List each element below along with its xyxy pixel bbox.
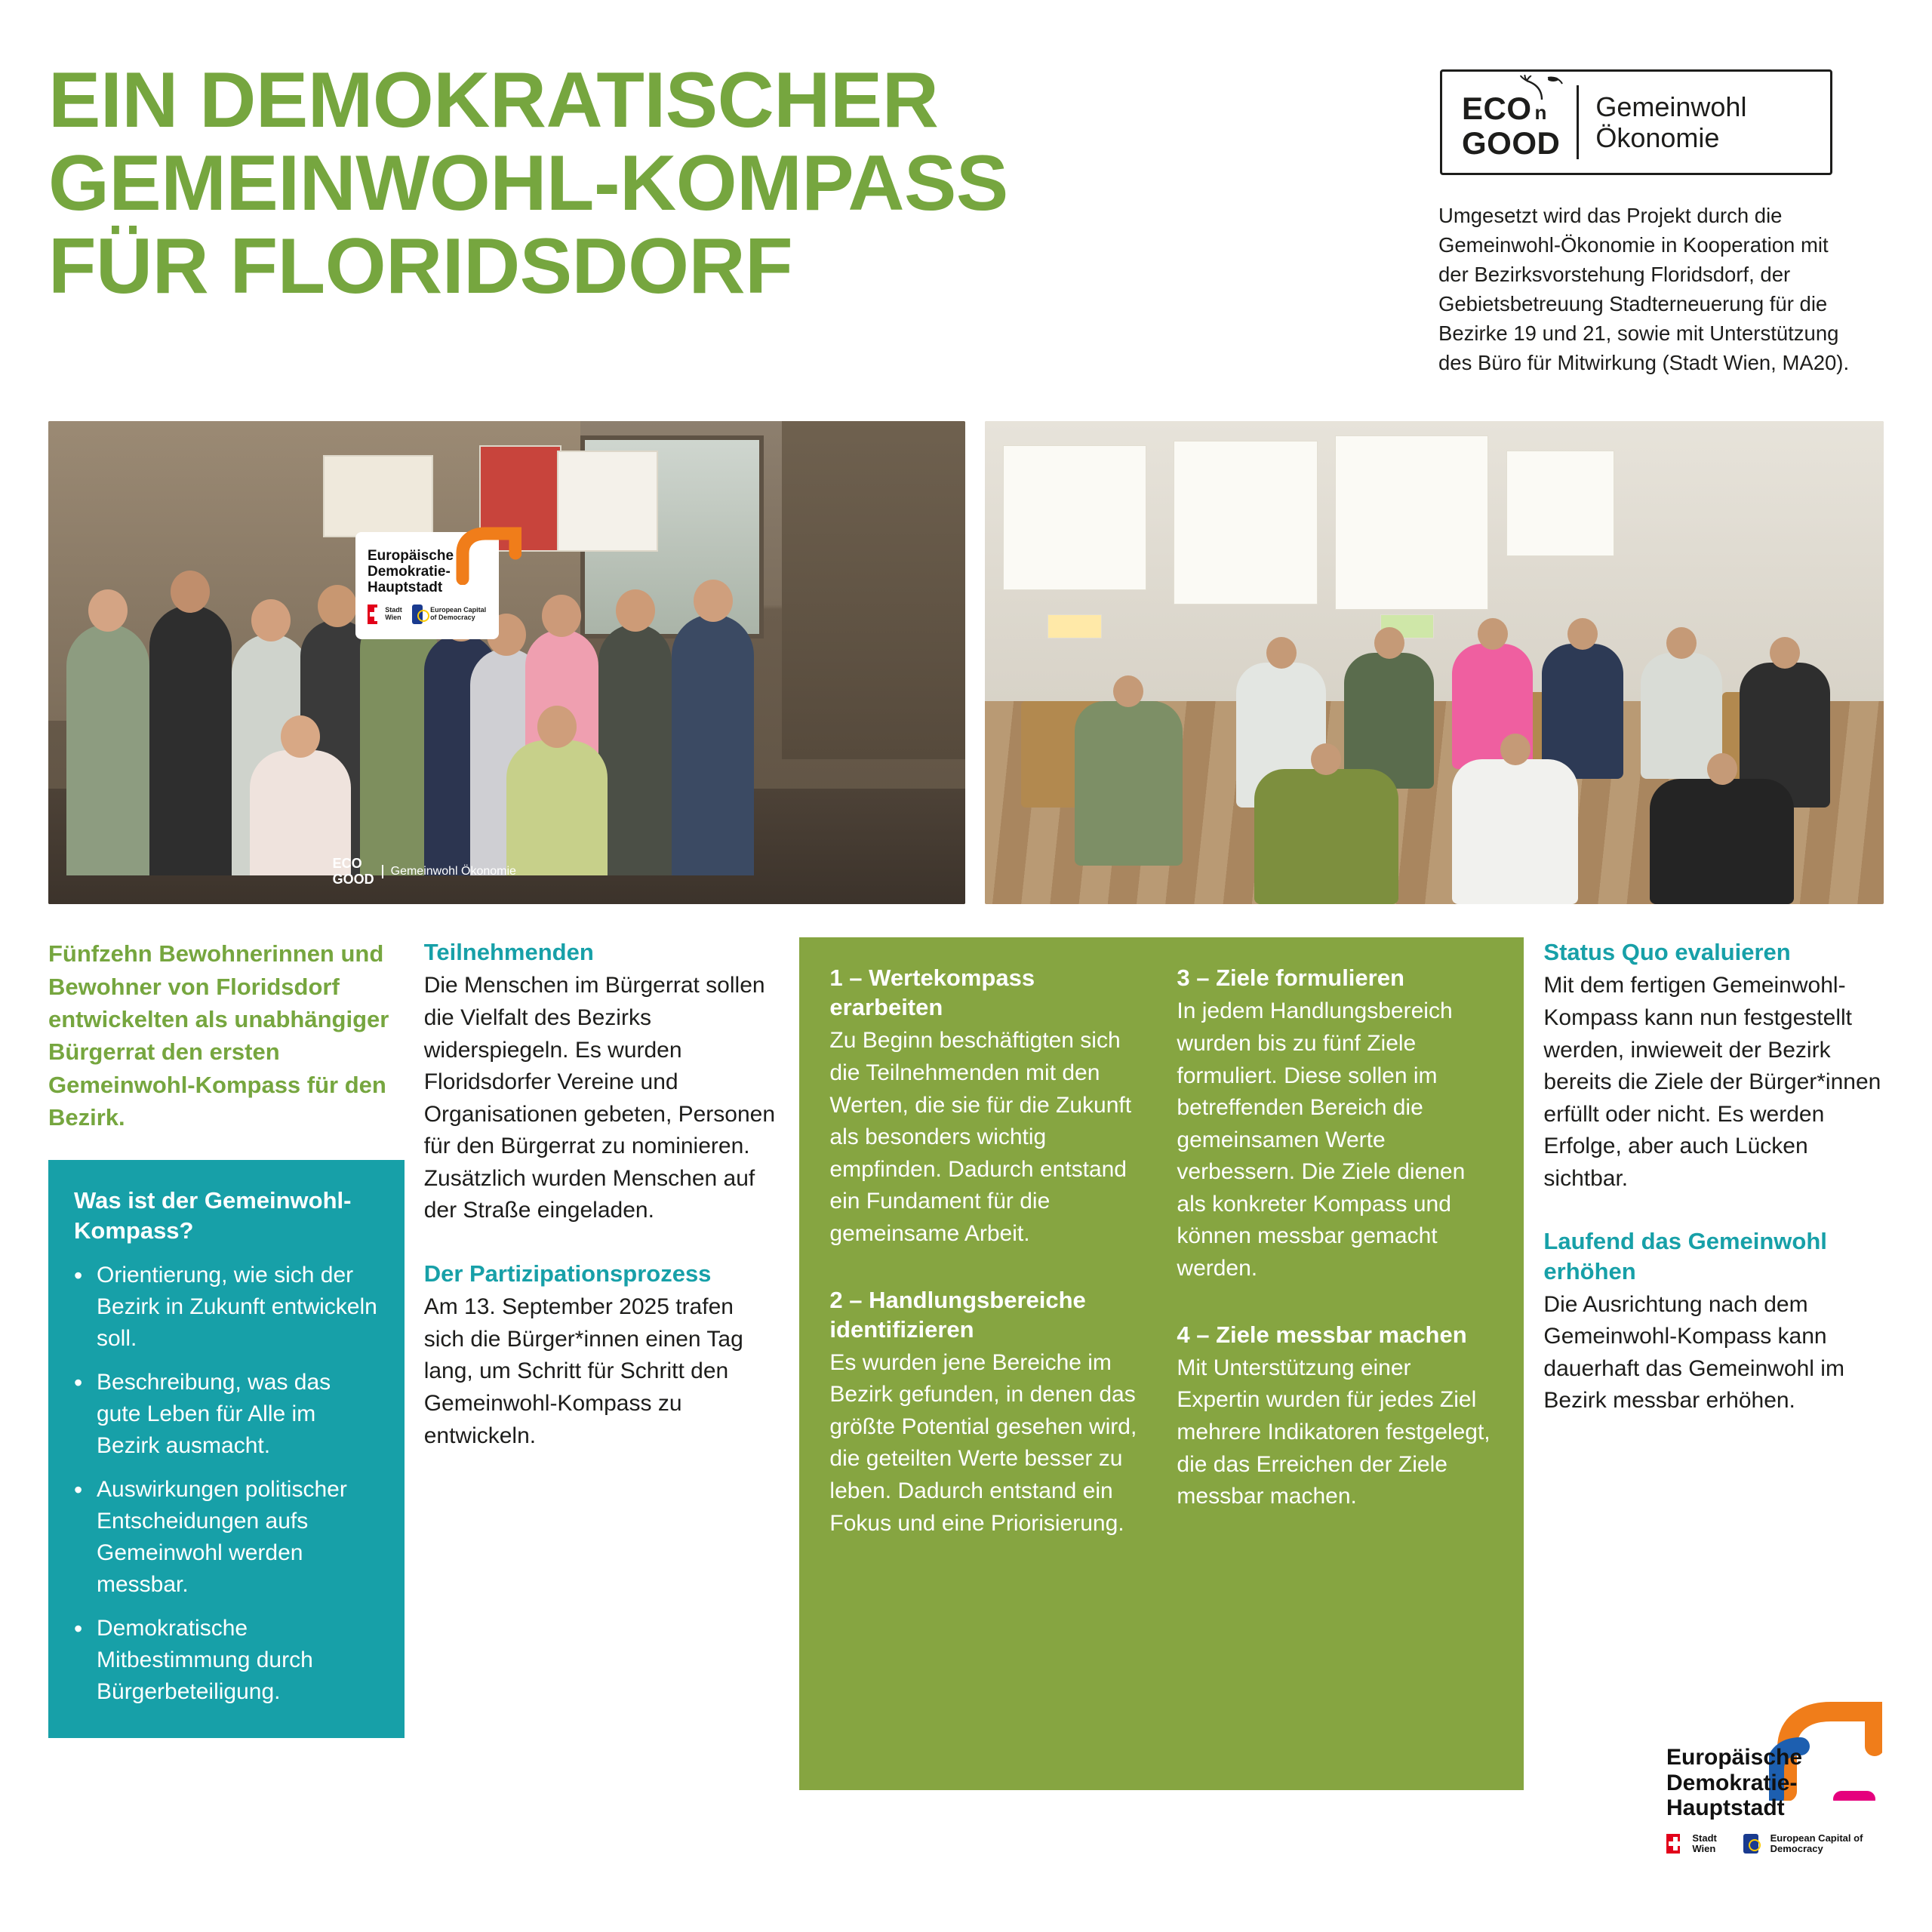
- step-1-title: 1 – Wertekompass erarbeiten: [829, 964, 1035, 1021]
- edh-footer-title: Europäische Demokratie-Hauptstadt: [1666, 1745, 1803, 1821]
- step-4-title: 4 – Ziele messbar machen: [1177, 1321, 1467, 1348]
- edh-badge-partners: [368, 605, 487, 624]
- page-title-line-3: FÜR FLORIDSDORF: [48, 223, 793, 311]
- econgood-good-text: GOOD: [1462, 125, 1561, 161]
- steps-column-left: [829, 963, 1146, 1755]
- project-credits: Umgesetzt wird das Projekt durch die Gemeinwohl-Ökonomie in Kooperation mit der Bezirksvorstehung Floridsdorf, der Gebietsbetreuung Stadterneuerung für die Bezirke 19 und 21, sowie mit Unterstützung des Büro für Mitwirkung (Stadt Wien, MA20).: [1438, 204, 1850, 375]
- status-quo-text: Mit dem fertigen Gemeinwohl-Kompass kann nun festgestellt werden, inwieweit der Bezirk bereits die Ziele der Bürger*innen erfüllt oder nicht. Es werden Erfolge, aber auch Lücken sichtbar.: [1543, 973, 1881, 1191]
- watermark-wordmark: Gemeinwohl Ökonomie: [382, 865, 516, 878]
- step-3-title: 3 – Ziele formulieren: [1177, 964, 1404, 992]
- workshop-photo: [985, 421, 1884, 904]
- flipchart-sheet: [1003, 445, 1147, 590]
- list-item: • Auswirkungen politischer Entscheidungen aufs Gemeinwohl werden messbar.: [97, 1474, 379, 1601]
- edh-badge-title: Europäische Demokratie-Hauptstadt: [367, 547, 454, 596]
- econgood-logo-left: [1462, 85, 1560, 159]
- photo-person: [1452, 759, 1578, 904]
- list-item: • Demokratische Mitbestimmung durch Bürgerbeteiligung.: [97, 1613, 379, 1708]
- status-quo-title: Status Quo evaluieren: [1543, 939, 1791, 966]
- econgood-wordmark: [1595, 91, 1746, 154]
- list-item: • Beschreibung, was das gute Leben für Alle im Bezirk ausmacht.: [97, 1367, 379, 1462]
- moderation-card: [1048, 614, 1101, 638]
- step-2-text: Es wurden jene Bereiche im Bezirk gefunden, in denen das größte Potential gesehen wird, die geteilten Werte besser zu leben. Dadurch entstand ein Fokus und eine Priorisierung.: [829, 1349, 1137, 1536]
- flipchart-sheet: [1174, 441, 1318, 605]
- edh-swoosh-icon: [449, 512, 521, 585]
- photo-person: [1542, 644, 1623, 779]
- edh-photo-badge: [355, 532, 499, 639]
- photo-person: [1075, 701, 1183, 866]
- photo-row: [48, 421, 1884, 904]
- ongoing-text: Die Ausrichtung nach dem Gemeinwohl-Kompass kann dauerhaft das Gemeinwohl im Bezirk messbar erhöhen.: [1543, 1291, 1844, 1414]
- edh-badge-ecod-label: European Capital of Democracy: [430, 606, 487, 622]
- column-intro: [48, 937, 405, 1738]
- vienna-flag-icon: [368, 605, 377, 624]
- flipchart-sheet: [1506, 451, 1614, 557]
- kompass-definition-list: [74, 1260, 379, 1708]
- photo-person: [672, 614, 754, 875]
- photo-person: [1254, 769, 1398, 904]
- photo-watermark-logo: [333, 856, 516, 888]
- edh-footer-logo: [1653, 1686, 1884, 1867]
- logo-divider: [1577, 85, 1579, 159]
- photo-person: [506, 740, 608, 875]
- edh-footer-ecod-label: European Capital of Democracy: [1770, 1832, 1863, 1855]
- content-columns: [48, 937, 1884, 1790]
- flipchart-sheet: [1335, 435, 1487, 609]
- ongoing-block: [1543, 1226, 1884, 1417]
- lead-paragraph: Fünfzehn Bewohnerinnen und Bewohner von Floridsdorf entwickelten als unabhängiger Bürgerrat den ersten Gemeinwohl-Kompass für den Bezirk.: [48, 940, 389, 1131]
- edh-footer-partners: [1666, 1833, 1884, 1855]
- step-3: [1177, 963, 1494, 1284]
- page-title-line-2: GEMEINWOHL-KOMPASS: [48, 140, 1008, 228]
- process-text: Am 13. September 2025 trafen sich die Bürger*innen einen Tag lang, um Schritt für Schritt den Gemeinwohl-Kompass zu entwickeln.: [423, 1294, 743, 1448]
- process-block: [424, 1259, 780, 1452]
- steps-column-right: [1177, 963, 1494, 1755]
- ecod-icon: [412, 605, 423, 624]
- edh-badge-city-label: Stadt Wien: [385, 606, 402, 622]
- photo-person: [66, 624, 149, 875]
- econgood-eco-text: ECO: [1462, 91, 1532, 126]
- econgood-word-line-2: Ökonomie: [1595, 122, 1720, 153]
- process-title: Der Partizipationsprozess: [423, 1260, 712, 1287]
- vienna-flag-icon: [1666, 1834, 1680, 1854]
- photo-person: [1650, 779, 1794, 904]
- step-4: [1177, 1320, 1494, 1513]
- step-2: [829, 1285, 1146, 1540]
- step-1: [829, 963, 1146, 1250]
- page-title-line-1: EIN DEMOKRATISCHER: [48, 57, 939, 144]
- photo-person: [149, 605, 232, 875]
- process-steps-panel: [799, 937, 1524, 1790]
- group-photo: [48, 421, 965, 904]
- participants-title: Teilnehmenden: [423, 939, 594, 966]
- ecod-icon: [1743, 1834, 1758, 1854]
- econgood-n-text: n: [1534, 101, 1547, 124]
- watermark-eco: ECO: [332, 855, 362, 871]
- ongoing-title: Laufend das Gemeinwohl erhöhen: [1543, 1228, 1827, 1284]
- photo-door: [782, 421, 965, 759]
- sprout-icon: [1519, 75, 1564, 100]
- column-participants: [424, 937, 780, 1452]
- econgood-logo: [1440, 69, 1832, 175]
- photo-poster-3: [323, 455, 433, 537]
- column-outcomes: [1543, 937, 1884, 1417]
- watermark-good: GOOD: [332, 871, 374, 887]
- page-title: [48, 59, 1008, 309]
- kompass-definition-title: Was ist der Gemeinwohl-Kompass?: [74, 1186, 352, 1244]
- step-2-title: 2 – Handlungsbereiche identifizieren: [829, 1286, 1086, 1343]
- step-1-text: Zu Beginn beschäftigten sich die Teilnehmenden mit den Werten, die sie für die Zukunft als besonders wichtig empfinden. Dadurch entstand ein Fundament für die gemeinsame Arbeit.: [829, 1028, 1132, 1246]
- photo-person: [598, 624, 672, 875]
- photo-person: [1344, 653, 1434, 788]
- kompass-definition-box: [48, 1160, 405, 1739]
- step-4-text: Mit Unterstützung einer Expertin wurden für jedes Ziel mehrere Indikatoren festgelegt, die das Erreichen der Ziele messbar machen.: [1177, 1355, 1491, 1509]
- participants-text: Die Menschen im Bürgerrat sollen die Vielfalt des Bezirks widerspiegeln. Es wurden Floridsdorfer Vereine und Organisationen gebeten, Personen für den Bürgerrat zu nominieren. Zusätzlich wurden Menschen auf der Straße eingeladen.: [423, 973, 776, 1223]
- step-3-text: In jedem Handlungsbereich wurden bis zu fünf Ziele formuliert. Diese sollen im betreffenden Bereich die gemeinsamen Werte verbessern. Die Ziele dienen als konkreter Kompass und können messbar gemacht werden.: [1177, 998, 1466, 1281]
- header: [48, 0, 1884, 377]
- econgood-word-line-1: Gemeinwohl: [1595, 91, 1747, 122]
- header-right: [1438, 59, 1884, 377]
- list-item: • Orientierung, wie sich der Bezirk in Zukunft entwickeln soll.: [97, 1260, 379, 1355]
- edh-footer-city-label: Stadt Wien: [1692, 1832, 1717, 1855]
- photo-poster-2: [557, 451, 658, 552]
